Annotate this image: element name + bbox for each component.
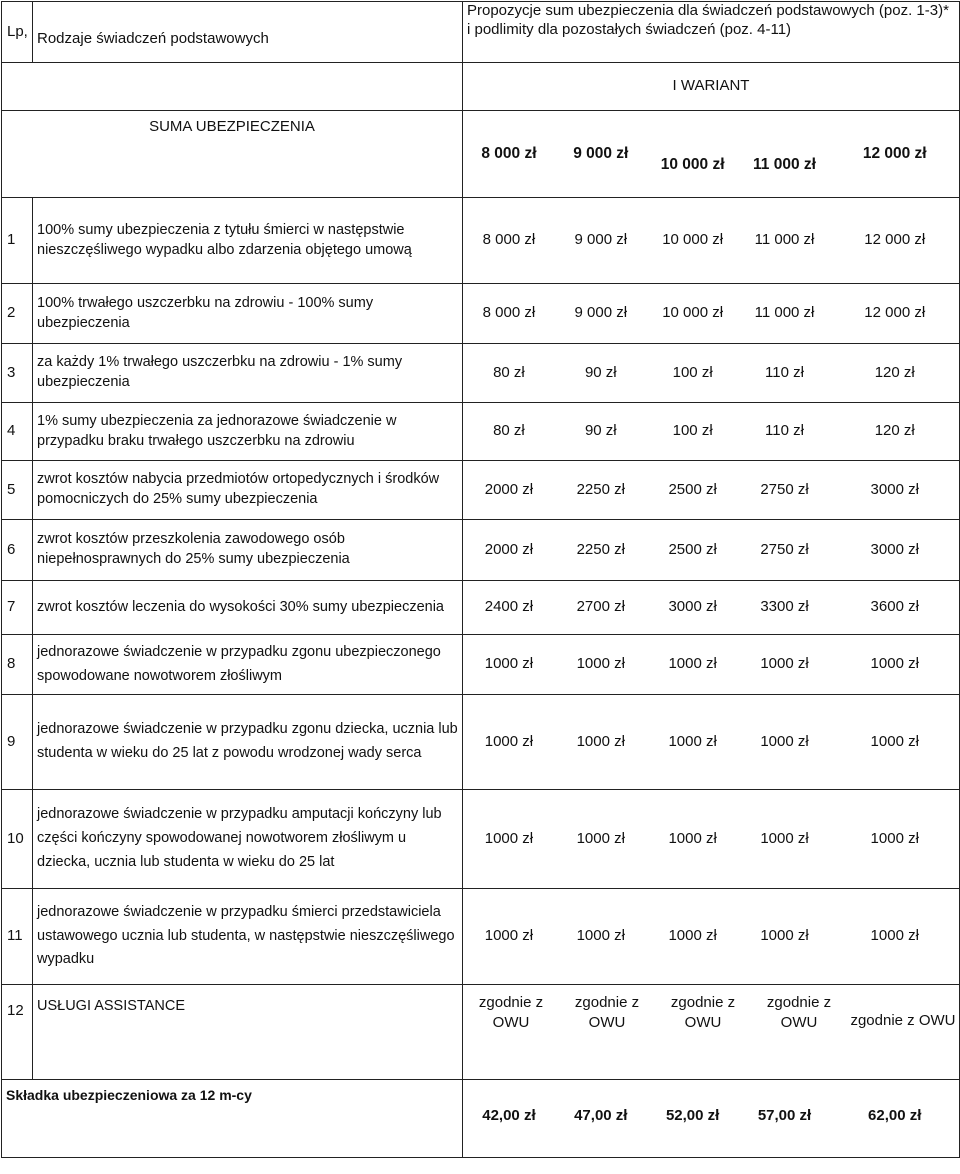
row-values bbox=[463, 344, 960, 403]
row-values bbox=[463, 581, 960, 635]
row-value: 1000 zł bbox=[668, 655, 717, 673]
row-value: 2700 zł bbox=[576, 598, 625, 616]
row-description: jednorazowe świadczenie w przypadku zgonu ubezpieczonego spowodowane nowotworem złośliwym bbox=[33, 635, 463, 695]
row-lp: 9 bbox=[2, 695, 33, 790]
wariant-empty-lp bbox=[2, 63, 33, 111]
row-value: 2250 zł bbox=[576, 540, 625, 558]
skladka-value: 62,00 zł bbox=[868, 1107, 922, 1124]
row-description: jednorazowe świadczenie w przypadku amputacji kończyny lub części kończyny spowodowanej nowotworem złośliwym u dziecka, ucznia lub studenta w wieku do 25 lat bbox=[33, 790, 463, 889]
row-values bbox=[463, 985, 960, 1080]
skladka-row bbox=[2, 1080, 960, 1158]
row-value: 2400 zł bbox=[484, 598, 534, 616]
row-value: 1000 zł bbox=[760, 732, 809, 750]
row-value: 3000 zł bbox=[870, 480, 919, 498]
skladka-value: 57,00 zł bbox=[757, 1107, 812, 1124]
row-lp: 4 bbox=[2, 403, 33, 461]
row-value: 1000 zł bbox=[870, 655, 919, 673]
row-values bbox=[463, 461, 960, 520]
row-values bbox=[463, 635, 960, 695]
row-value: 3300 zł bbox=[760, 598, 809, 616]
row-value: 2500 zł bbox=[668, 540, 717, 558]
row-value: 1000 zł bbox=[576, 732, 625, 750]
suma-value: 12 000 zł bbox=[862, 144, 927, 162]
row-description: jednorazowe świadczenie w przypadku zgonu dziecka, ucznia lub studenta w wieku do 25 lat z powodu wrodzonej wady serca bbox=[33, 695, 463, 790]
row-value: zgodnie z OWU bbox=[478, 994, 544, 1032]
row-value: 1000 zł bbox=[484, 927, 534, 945]
row-value: 3600 zł bbox=[870, 598, 919, 616]
row-value: 3000 zł bbox=[870, 540, 919, 558]
row-value: 120 zł bbox=[874, 363, 915, 381]
row-description: 100% trwałego uszczerbku na zdrowiu - 100% sumy ubezpieczenia bbox=[33, 284, 463, 344]
row-lp: 10 bbox=[2, 790, 33, 889]
row-value: zgodnie z OWU bbox=[766, 994, 832, 1032]
row-value: 100 zł bbox=[672, 363, 713, 381]
table-row bbox=[2, 403, 960, 461]
row-value: 90 zł bbox=[584, 422, 617, 440]
wariant-row bbox=[2, 63, 960, 111]
row-lp: 7 bbox=[2, 581, 33, 635]
skladka-value: 42,00 zł bbox=[482, 1107, 536, 1124]
row-value: 10 000 zł bbox=[662, 231, 724, 249]
row-description: USŁUGI ASSISTANCE bbox=[33, 985, 463, 1080]
insurance-table bbox=[1, 1, 960, 1158]
row-lp: 12 bbox=[2, 985, 33, 1080]
row-value: 11 000 zł bbox=[754, 304, 815, 322]
row-value: 80 zł bbox=[493, 422, 525, 440]
row-value: 110 zł bbox=[765, 422, 804, 440]
suma-label: SUMA UBEZPIECZENIA bbox=[2, 111, 463, 198]
row-value: 1000 zł bbox=[668, 829, 717, 847]
row-value: 1000 zł bbox=[760, 655, 809, 673]
skladka-label: Składka ubezpieczeniowa za 12 m-cy bbox=[2, 1080, 463, 1158]
table-row bbox=[2, 985, 960, 1080]
table-row bbox=[2, 520, 960, 581]
suma-values bbox=[463, 111, 960, 198]
row-value: 1000 zł bbox=[576, 927, 625, 945]
table-row bbox=[2, 635, 960, 695]
row-value: zgodnie z OWU bbox=[850, 1012, 956, 1029]
row-values bbox=[463, 889, 960, 985]
header-lp: Lp, bbox=[2, 2, 33, 63]
row-value: 12 000 zł bbox=[864, 304, 926, 322]
row-value: 8 000 zł bbox=[482, 231, 536, 249]
row-value: 100 zł bbox=[672, 422, 713, 440]
suma-row bbox=[2, 111, 960, 198]
row-values bbox=[463, 198, 960, 284]
row-description: zwrot kosztów nabycia przedmiotów ortopedycznych i środków pomocniczych do 25% sumy ubezpieczenia bbox=[33, 461, 463, 520]
row-values bbox=[463, 403, 960, 461]
row-value: 1000 zł bbox=[576, 829, 625, 847]
table-row bbox=[2, 284, 960, 344]
row-value: 1000 zł bbox=[870, 732, 919, 750]
row-value: 8 000 zł bbox=[482, 304, 536, 322]
table-row bbox=[2, 695, 960, 790]
row-value: zgodnie z OWU bbox=[670, 994, 736, 1032]
row-value: 9 000 zł bbox=[574, 231, 628, 249]
row-value: 3000 zł bbox=[668, 598, 717, 616]
row-values bbox=[463, 520, 960, 581]
row-value: zgodnie z OWU bbox=[574, 994, 640, 1032]
row-value: 1000 zł bbox=[760, 829, 809, 847]
suma-value: 8 000 zł bbox=[481, 144, 537, 162]
row-value: 2250 zł bbox=[576, 480, 625, 498]
row-value: 12 000 zł bbox=[864, 231, 926, 249]
row-value: 2000 zł bbox=[484, 480, 534, 498]
row-values bbox=[463, 284, 960, 344]
row-lp: 3 bbox=[2, 344, 33, 403]
row-value: 10 000 zł bbox=[662, 304, 724, 322]
row-value: 1000 zł bbox=[668, 732, 717, 750]
skladka-value: 52,00 zł bbox=[665, 1107, 720, 1124]
row-value: 1000 zł bbox=[870, 927, 919, 945]
row-lp: 5 bbox=[2, 461, 33, 520]
row-value: 2750 zł bbox=[760, 540, 809, 558]
row-value: 2750 zł bbox=[760, 480, 809, 498]
row-value: 2500 zł bbox=[668, 480, 717, 498]
row-lp: 8 bbox=[2, 635, 33, 695]
row-lp: 11 bbox=[2, 889, 33, 985]
row-description: zwrot kosztów leczenia do wysokości 30% sumy ubezpieczenia bbox=[33, 581, 463, 635]
table-row bbox=[2, 581, 960, 635]
row-value: 1000 zł bbox=[576, 655, 625, 673]
row-values bbox=[463, 790, 960, 889]
row-value: 110 zł bbox=[765, 363, 804, 381]
row-value: 120 zł bbox=[874, 422, 915, 440]
table-row bbox=[2, 344, 960, 403]
table-row bbox=[2, 790, 960, 889]
table-row bbox=[2, 461, 960, 520]
row-value: 1000 zł bbox=[484, 732, 534, 750]
suma-value: 11 000 zł bbox=[753, 155, 816, 173]
skladka-value: 47,00 zł bbox=[574, 1107, 628, 1124]
row-value: 1000 zł bbox=[484, 655, 534, 673]
wariant-label: I WARIANT bbox=[463, 63, 960, 111]
row-description: za każdy 1% trwałego uszczerbku na zdrowiu - 1% sumy ubezpieczenia bbox=[33, 344, 463, 403]
header-propozycje: Propozycje sum ubezpieczenia dla świadczeń podstawowych (poz. 1-3)* i podlimity dla pozostałych świadczeń (poz. 4-11) bbox=[463, 2, 960, 63]
table-row bbox=[2, 889, 960, 985]
row-value: 80 zł bbox=[493, 363, 525, 381]
suma-value: 10 000 zł bbox=[660, 155, 725, 173]
row-description: zwrot kosztów przeszkolenia zawodowego osób niepełnosprawnych do 25% sumy ubezpieczenia bbox=[33, 520, 463, 581]
row-value: 1000 zł bbox=[870, 829, 919, 847]
row-description: jednorazowe świadczenie w przypadku śmierci przedstawiciela ustawowego ucznia lub studenta, w następstwie nieszczęśliwego wypadku bbox=[33, 889, 463, 985]
row-value: 1000 zł bbox=[668, 927, 717, 945]
skladka-values bbox=[463, 1080, 960, 1158]
suma-values-row bbox=[463, 133, 959, 176]
row-lp: 1 bbox=[2, 198, 33, 284]
wariant-empty-desc bbox=[33, 63, 463, 111]
row-value: 1000 zł bbox=[760, 927, 809, 945]
row-description: 1% sumy ubezpieczenia za jednorazowe świadczenie w przypadku braku trwałego uszczerbku na zdrowiu bbox=[33, 403, 463, 461]
suma-value: 9 000 zł bbox=[573, 144, 629, 162]
header-row bbox=[2, 2, 960, 63]
row-values bbox=[463, 695, 960, 790]
row-lp: 6 bbox=[2, 520, 33, 581]
row-description: 100% sumy ubezpieczenia z tytułu śmierci w następstwie nieszczęśliwego wypadku albo zdarzenia objętego umową bbox=[33, 198, 463, 284]
row-value: 2000 zł bbox=[484, 540, 534, 558]
row-value: 90 zł bbox=[584, 363, 617, 381]
row-value: 1000 zł bbox=[484, 829, 534, 847]
header-rodzaje: Rodzaje świadczeń podstawowych bbox=[33, 2, 463, 63]
row-lp: 2 bbox=[2, 284, 33, 344]
table-row bbox=[2, 198, 960, 284]
row-value: 11 000 zł bbox=[754, 231, 815, 249]
row-value: 9 000 zł bbox=[574, 304, 628, 322]
